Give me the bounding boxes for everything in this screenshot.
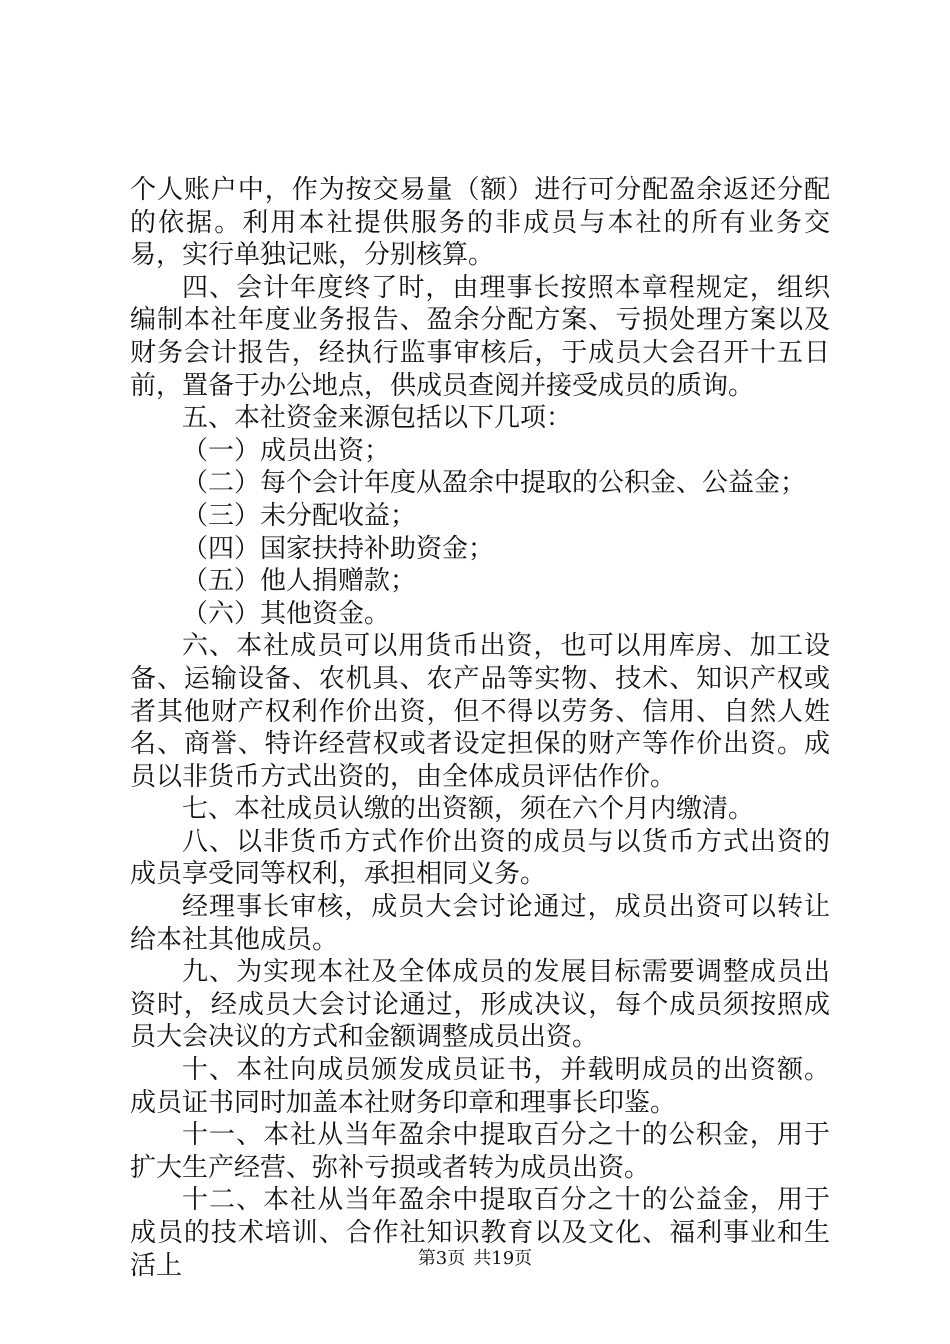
paragraph: 个人账户中，作为按交易量（额）进行可分配盈余返还分配的依据。利用本社提供服务的非成员与本社的所有业务交易，实行单独记账，分别核算。 xyxy=(130,175,830,271)
paragraph: 六、本社成员可以用货币出资，也可以用库房、加工设备、运输设备、农机具、农产品等实物、技术、知识产权或者其他财产权利作价出资，但不得以劳务、信用、自然人姓名、商誉、特许经营权或者设定担保的财产等作价出资。成员以非货币方式出资的，由全体成员评估作价。 xyxy=(130,631,830,792)
list-item: （二）每个会计年度从盈余中提取的公积金、公益金； xyxy=(182,468,807,499)
paragraph: 十、本社向成员颁发成员证书，并载明成员的出资额。成员证书同时加盖本社财务印章和理事长印鉴。 xyxy=(130,1055,830,1118)
paragraph: 五、本社资金来源包括以下几项： xyxy=(182,403,573,434)
page-number: 第3页 xyxy=(417,1248,466,1269)
page-footer xyxy=(0,1244,950,1270)
page-total: 共19页 xyxy=(473,1248,533,1269)
list-item: （六）其他资金。 xyxy=(182,598,391,629)
paragraph: 四、会计年度终了时，由理事长按照本章程规定，组织编制本社年度业务报告、盈余分配方案、亏损处理方案以及财务会计报告，经执行监事审核后，于成员大会召开十五日前，置备于办公地点，供成员查阅并接受成员的质询。 xyxy=(130,272,830,401)
list-item: （五）他人捐赠款； xyxy=(182,566,417,597)
list-item: （三）未分配收益； xyxy=(182,500,417,531)
list-item: （四）国家扶持补助资金； xyxy=(182,533,495,564)
paragraph: 十一、本社从当年盈余中提取百分之十的公积金，用于扩大生产经营、弥补亏损或者转为成员出资。 xyxy=(130,1120,830,1183)
paragraph: 八、以非货币方式作价出资的成员与以货币方式出资的成员享受同等权利，承担相同义务。 xyxy=(130,826,830,890)
paragraph: 经理事长审核，成员大会讨论通过，成员出资可以转让给本社其他成员。 xyxy=(130,892,830,955)
paragraph: 七、本社成员认缴的出资额，须在六个月内缴清。 xyxy=(182,794,755,825)
paragraph: 十二、本社从当年盈余中提取百分之十的公益金，用于成员的技术培训、合作社知识教育以及文化、福利事业和生活上 xyxy=(130,1185,830,1281)
paragraph: 九、为实现本社及全体成员的发展目标需要调整成员出资时，经成员大会讨论通过，形成决议，每个成员须按照成员大会决议的方式和金额调整成员出资。 xyxy=(130,957,830,1053)
document-body xyxy=(130,174,830,1282)
list-item: （一）成员出资； xyxy=(182,435,391,466)
